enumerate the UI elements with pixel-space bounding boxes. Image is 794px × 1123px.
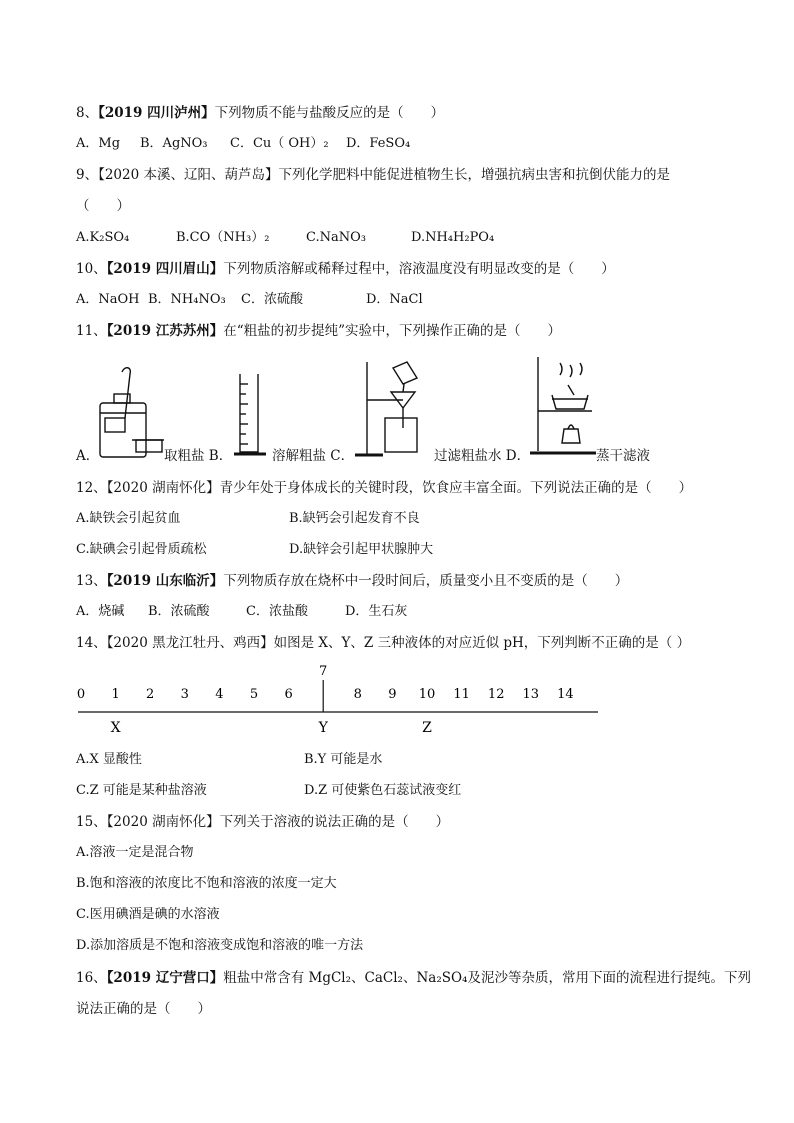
ph-tick-label: 4 <box>215 687 224 702</box>
question-12-source: 【2020 湖南怀化】 <box>106 480 220 496</box>
q15-option-d: D.添加溶质是不饱和溶液变成饱和溶液的唯一方法 <box>76 938 364 953</box>
q14-option-a: A.X 显酸性 <box>76 752 142 767</box>
question-9-source: 【2020 本溪、辽阳、葫芦岛】 <box>98 167 279 183</box>
reagent-bottle-figure <box>92 366 164 460</box>
q8-option-d: D．FeSO₄ <box>346 136 411 151</box>
q8-option-b: B．AgNO₃ <box>140 136 208 151</box>
q14-option-d: D.Z 可使紫色石蕊试液变红 <box>304 783 462 798</box>
ph-tick-label: 14 <box>557 687 574 702</box>
q12-option-d: D.缺锌会引起甲状腺肿大 <box>289 542 434 557</box>
ph-tick-label: 2 <box>146 687 155 702</box>
ph-tick-label: 8 <box>353 687 362 702</box>
q11-label-d: 过滤粗盐水 D． <box>434 448 531 464</box>
question-13-stem: 13、【2019 山东临沂】下列物质存放在烧杯中一段时间后，质量变小且不变质的是（ ） <box>76 573 629 589</box>
ph-tick-label: 9 <box>388 687 397 702</box>
q11-label-e: 蒸干滤液 <box>596 448 650 464</box>
ph-tick-label: 6 <box>284 687 293 702</box>
q10-option-a: A．NaOH <box>76 292 140 307</box>
evaporation-figure <box>526 355 600 460</box>
question-14-stem: 14、【2020 黑龙江牡丹、鸡西】如图是 X、Y、Z 三种液体的对应近似 pH，下列判断不正确的是（ ） <box>76 635 691 651</box>
q10-option-c: C．浓硫酸 <box>241 292 303 307</box>
question-9-stem-cont: （ ） <box>76 198 130 214</box>
q12-option-c: C.缺碘会引起骨质疏松 <box>76 542 207 557</box>
q12-option-b: B.缺钙会引起发育不良 <box>289 511 420 526</box>
q10-option-b: B．NH₄NO₃ <box>148 292 226 307</box>
graduated-cylinder-figure <box>232 370 272 460</box>
q15-option-b: B.饱和溶液的浓度比不饱和溶液的浓度一定大 <box>76 876 337 891</box>
ph-tick-label: 11 <box>453 687 470 702</box>
q8-option-c: C．Cu（ OH）₂ <box>230 136 329 151</box>
q11-label-a: A． <box>76 448 100 464</box>
filtration-figure <box>355 360 435 460</box>
ph-tick-label: 5 <box>249 687 259 702</box>
q8-option-a: A．Mg <box>76 136 121 151</box>
q14-option-c: C.Z 可能是某种盐溶液 <box>76 783 207 798</box>
question-14-source: 【2020 黑龙江牡丹、鸡西】 <box>106 635 274 651</box>
question-15-stem: 15、【2020 湖南怀化】下列关于溶液的说法正确的是（ ） <box>76 814 450 830</box>
question-16-stem: 16、【2019 辽宁营口】粗盐中常含有 MgCl₂、CaCl₂、Na₂SO₄及泥沙等杂质，常用下面的流程进行提纯。下列 <box>76 970 751 986</box>
q11-label-b: 取粗盐 B． <box>164 448 233 464</box>
question-11-source: 【2019 江苏苏州】 <box>106 323 224 339</box>
question-11-stem: 11、【2019 江苏苏州】在“粗盐的初步提纯”实验中，下列操作正确的是（ ） <box>76 323 562 339</box>
question-12-stem: 12、【2020 湖南怀化】青少年处于身体成长的关键时段，饮食应丰富全面。下列说法正确的是（ ） <box>76 480 693 496</box>
q15-option-a: A.溶液一定是混合物 <box>76 845 194 860</box>
question-10-stem: 10、【2019 四川眉山】下列物质溶解或稀释过程中，溶液温度没有明显改变的是（ ） <box>76 261 615 277</box>
ph-scale-figure <box>70 658 610 738</box>
q14-option-b: B.Y 可能是水 <box>304 752 383 767</box>
ph-point-label-x: X <box>110 720 121 736</box>
ph-tick-label: 13 <box>522 687 540 702</box>
question-8-source: 【2019 四川泸州】 <box>98 105 215 121</box>
q13-option-b: B．浓硫酸 <box>148 604 210 619</box>
q11-label-c: 溶解粗盐 C． <box>272 448 355 464</box>
ph-point-label-z: Z <box>422 720 432 736</box>
q13-option-c: C．浓盐酸 <box>246 604 308 619</box>
q9-option-c: C.NaNO₃ <box>306 230 366 245</box>
q13-option-a: A．烧碱 <box>76 604 125 619</box>
ph-tick-label: 1 <box>111 687 120 702</box>
question-13-source: 【2019 山东临沂】 <box>106 573 224 589</box>
question-16-stem-cont: 说法正确的是（ ） <box>76 1001 211 1017</box>
q12-option-a: A.缺铁会引起贫血 <box>76 511 181 526</box>
question-15-source: 【2020 湖南怀化】 <box>106 814 220 830</box>
question-16-source: 【2019 辽宁营口】 <box>106 970 224 986</box>
ph-neutral-label: 7 <box>319 664 328 679</box>
q15-option-c: C.医用碘酒是碘的水溶液 <box>76 907 220 922</box>
ph-tick-label: 12 <box>487 687 505 702</box>
question-9-stem: 9、【2020 本溪、辽阳、葫芦岛】下列化学肥料中能促进植物生长，增强抗病虫害和抗倒伏能力的是 <box>76 167 670 183</box>
q13-option-d: D．生石灰 <box>345 604 408 619</box>
q9-option-a: A.K₂SO₄ <box>76 230 130 245</box>
question-10-source: 【2019 四川眉山】 <box>106 261 224 277</box>
q9-option-d: D.NH₄H₂PO₄ <box>411 230 495 245</box>
ph-tick-label: 0 <box>76 687 86 702</box>
q10-option-d: D．NaCl <box>366 292 423 307</box>
q9-option-b: B.CO（NH₃）₂ <box>176 230 270 245</box>
ph-point-label-y: Y <box>318 720 328 736</box>
ph-tick-label: 10 <box>418 687 436 702</box>
question-8-stem: 8、【2019 四川泸州】下列物质不能与盐酸反应的是（ ） <box>76 105 445 121</box>
ph-tick-label: 3 <box>180 687 189 702</box>
